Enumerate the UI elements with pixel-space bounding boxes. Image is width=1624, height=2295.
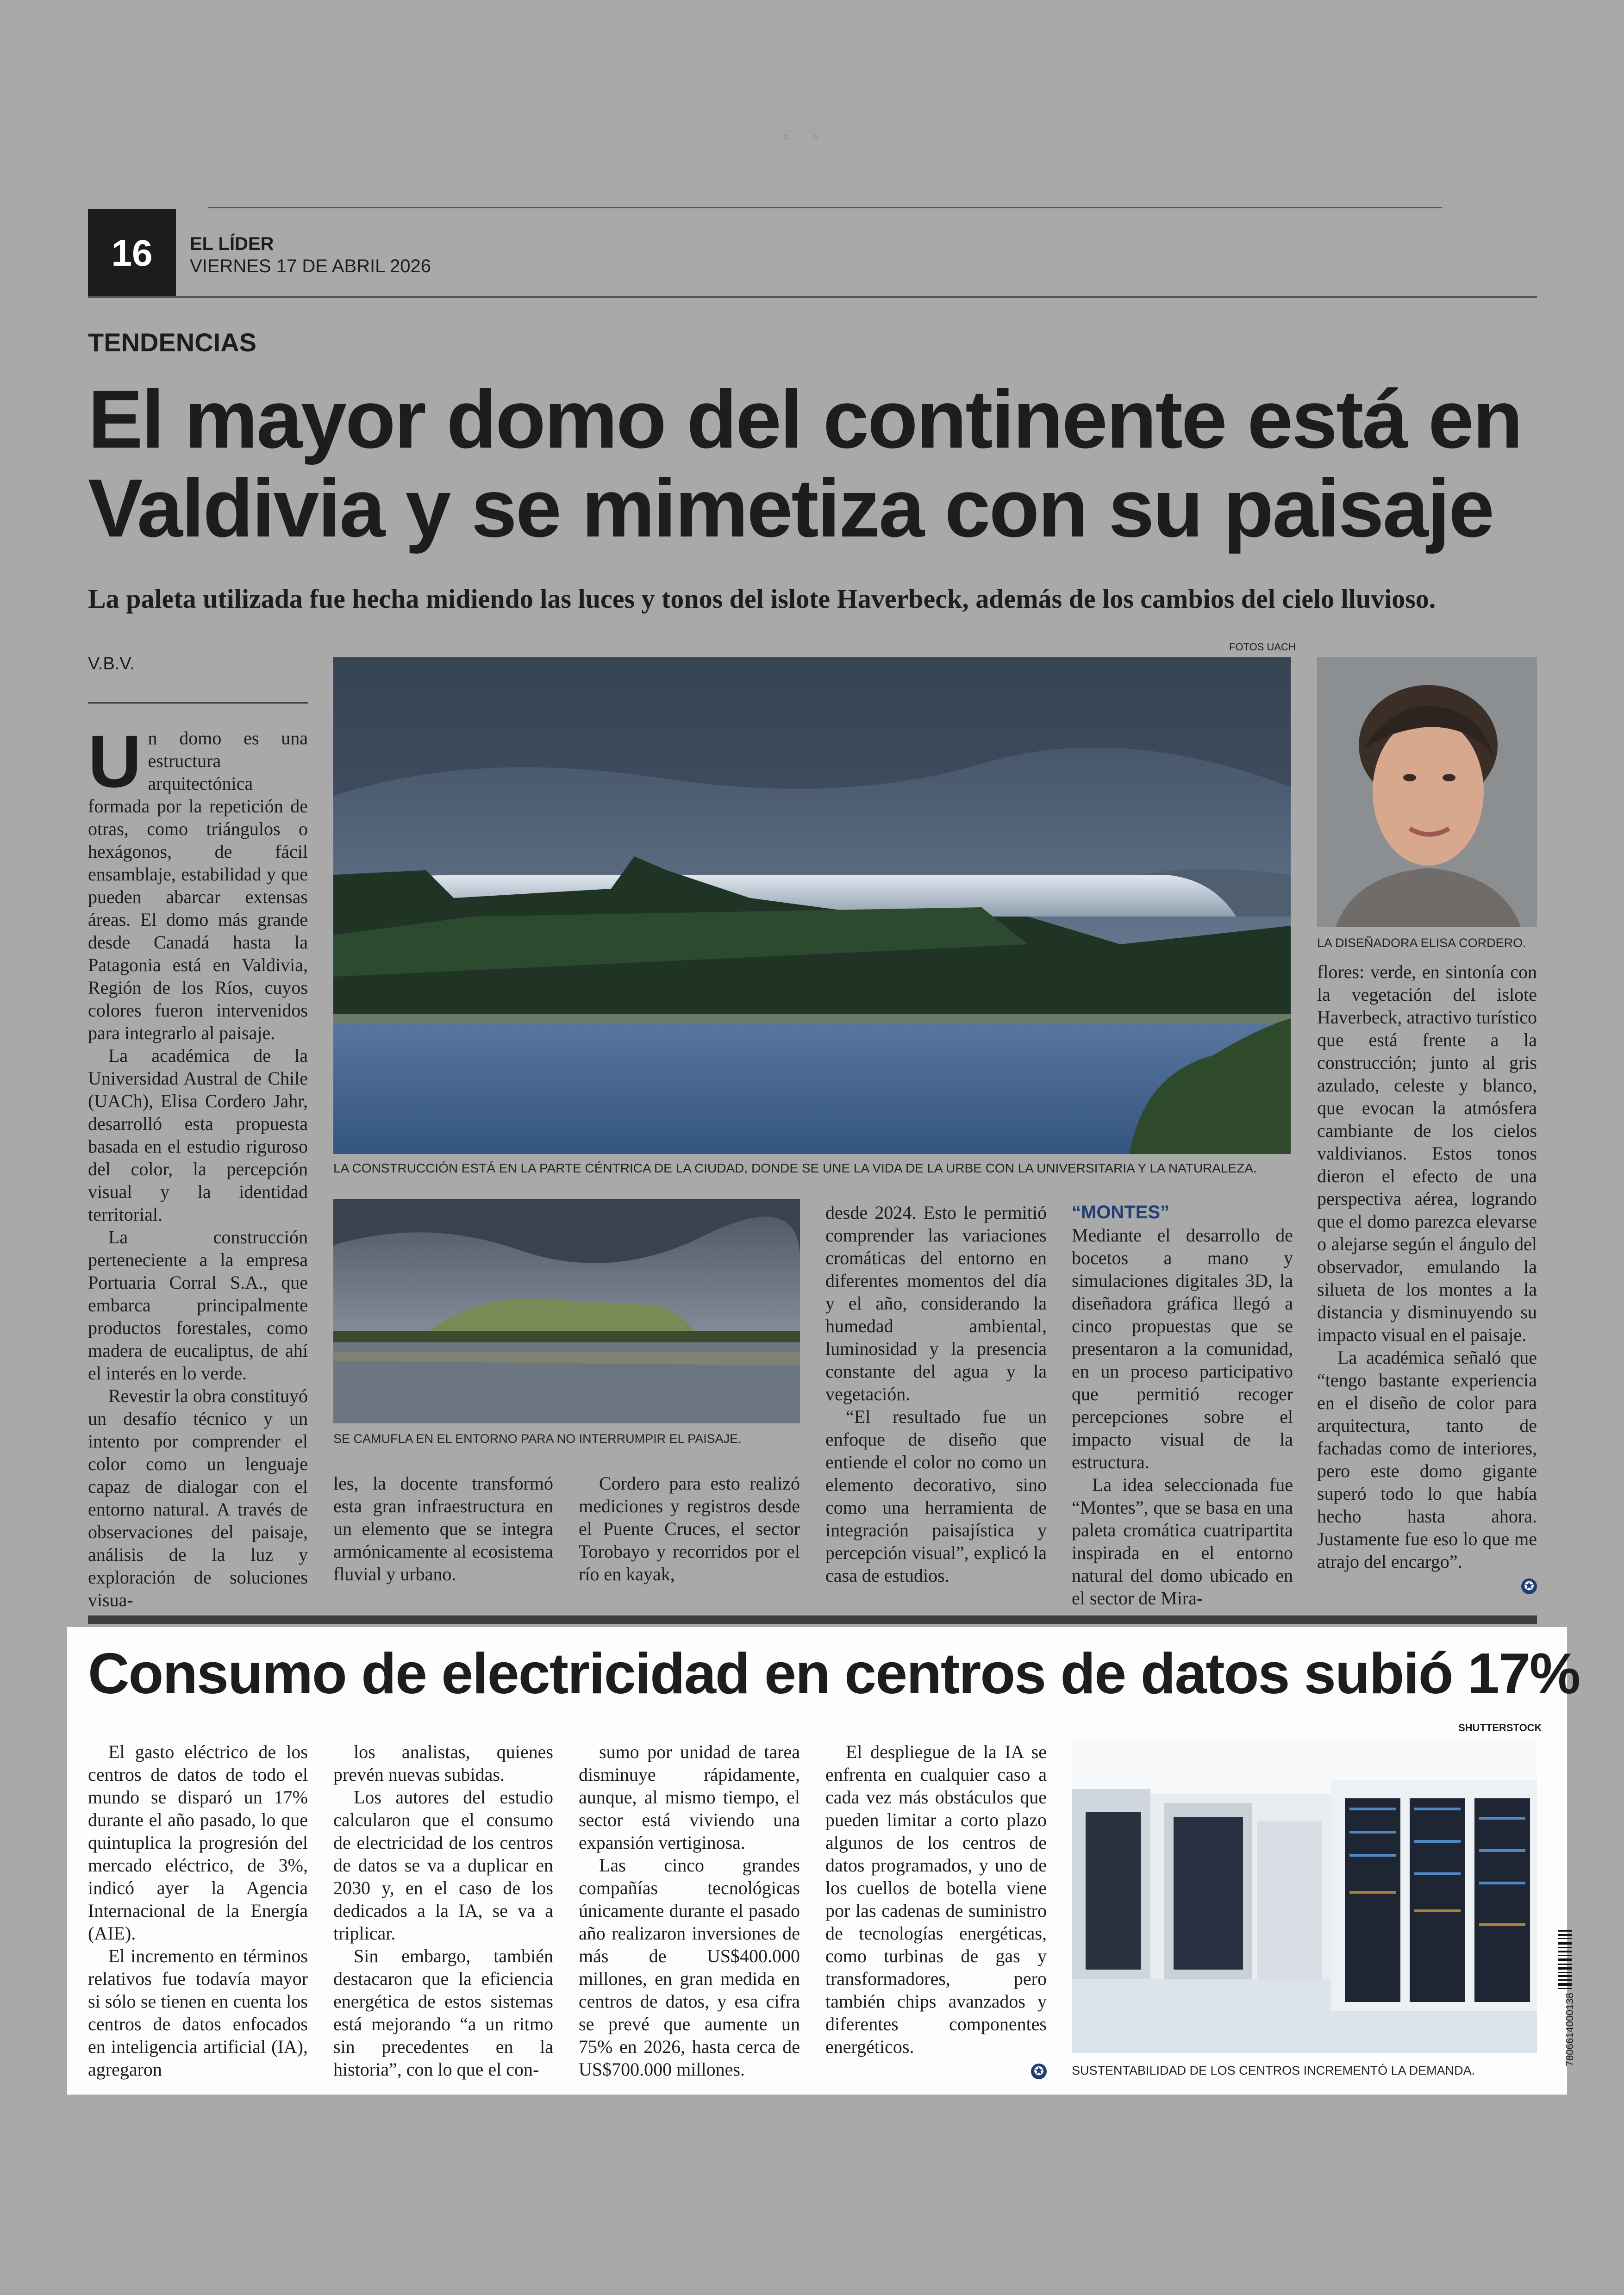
page-number: 16 — [88, 209, 176, 297]
brief-column-2 — [333, 1740, 553, 2081]
article-column-4 — [825, 1201, 1047, 1587]
section-divider — [88, 1615, 1537, 1624]
paragraph: La académica de la Universidad Austral de Chile (UACh), Elisa Cordero Jahr, desarrolló esta propuesta basada en el estudio riguroso del color, la percepción visual y la identidad territorial. — [88, 1045, 308, 1225]
paragraph: flores: verde, en sintonía con la vegetación del islote Haverbeck, atractivo turístico que está frente a la construcción; junto al gris azulado, celeste y blanco, que evocan la atmósfera cambiante de los cielos valdivianos. Estos tonos dieron el efecto de una perspectiva aérea, logrando que el domo parezca elevarse o alejarse según el ángulo del observador, emulando la silueta de los montes a la distancia y disminuyendo su impacto visual en el paisaje. — [1317, 961, 1537, 1345]
paragraph: Cordero para esto realizó mediciones y registros desde el Puente Cruces, el sector Torobayo y recorridos por el río en kayak, — [579, 1473, 800, 1584]
drop-cap: U — [88, 720, 142, 803]
main-photo-dome — [333, 657, 1291, 1154]
paragraph: Sin embargo, también destacaron que la eficiencia energética de estos sistemas está mejorando “a un ritmo sin precedentes en la historia”, con lo que el con- — [333, 1946, 553, 2080]
header-top-rule — [208, 207, 1442, 208]
brief-headline: Consumo de electricidad en centros de datos subió 17% — [88, 1642, 1580, 1706]
paragraph: los analistas, quienes prevén nuevas subidas. — [333, 1741, 553, 1785]
portrait-caption: LA DISEÑADORA ELISA CORDERO. — [1317, 936, 1526, 950]
paragraph: La construcción perteneciente a la empresa Portuaria Corral S.A., que embarca principalmente productos forestales, como madera de eucaliptus, de ahí el interés en lo verde. — [88, 1227, 308, 1384]
server-photo-caption: SUSTENTABILIDAD DE LOS CENTROS INCREMENTÓ LA DEMANDA. — [1072, 2064, 1475, 2077]
article-column-5 — [1072, 1201, 1293, 1609]
article-column-6 — [1317, 960, 1537, 1596]
paragraph: El gasto eléctrico de los centros de datos de todo el mundo se disparó un 17% durante el año pasado, lo que quintuplica la progresión del mercado eléctrico, de 3%, indicó ayer la Agencia Internacional de la Energía (AIE). — [88, 1741, 308, 1944]
headline: El mayor domo del continente está en Valdivia y se mimetiza con su paisaje — [88, 373, 1522, 555]
paragraph: Las cinco grandes compañías tecnológicas únicamente durante el pasado año realizaron inversiones de más de US$400.000 millones, en gran medida en centros de datos, y esa cifra se prevé que aumente un 75% en 2026, hasta cerca de US$700.000 millones. — [579, 1855, 800, 2080]
photo-credit: FOTOS UACH — [1229, 641, 1296, 653]
paragraph: La académica señaló que “tengo bastante experiencia en el diseño de color para arquitectura, tanto de fachadas como de interiores, pero este domo gigante superó todo lo que había hecho hasta ahora. Justamente fue eso lo que me atrajo del encargo”. — [1317, 1347, 1537, 1572]
section-label: TENDENCIAS — [88, 328, 257, 357]
portrait-photo — [1317, 657, 1537, 927]
second-photo-dome — [333, 1199, 800, 1423]
second-photo-caption: SE CAMUFLA EN EL ENTORNO PARA NO INTERRUMPIR EL PAISAJE. — [333, 1432, 742, 1446]
server-room-photo — [1072, 1738, 1537, 2053]
brief-column-1 — [88, 1740, 308, 2081]
byline: V.B.V. — [88, 654, 135, 674]
brief-column-3 — [579, 1740, 800, 2081]
brief-photo-credit: SHUTTERSTOCK — [1458, 1722, 1542, 1734]
main-photo-caption: LA CONSTRUCCIÓN ESTÁ EN LA PARTE CÉNTRICA DE LA CIUDAD, DONDE SE UNE LA VIDA DE LA URBE CON LA UNIVERSITARIA Y LA NATURALEZA. — [333, 1161, 1257, 1175]
paragraph: “El resultado fue un enfoque de diseño que entiende el color no como un elemento decorativo, sino como una herramienta de integración paisajística y percepción visual”, explicó la casa de estudios. — [825, 1406, 1047, 1586]
paragraph: Los autores del estudio calcularon que el consumo de electricidad de los centros de datos se va a duplicar en 2030 y, en el caso de los dedicados a la IA, se va a triplicar. — [333, 1787, 553, 1944]
paper-name: EL LÍDER — [190, 234, 274, 254]
paragraph: sumo por unidad de tarea disminuye rápidamente, aunque, al mismo tiempo, el sector está viviendo una expansión vertiginosa. — [579, 1741, 800, 1853]
viewer-nav-dots[interactable]: ◦ ◦ — [782, 125, 827, 148]
article-column-1 — [88, 720, 308, 1611]
subhead-montes: “MONTES” — [1072, 1202, 1170, 1222]
paragraph: La idea seleccionada fue “Montes”, que se basa en una paleta cromática cuatripartita inspirada en el entorno natural del domo ubicado en el sector de Mira- — [1072, 1474, 1293, 1609]
issue-date: VIERNES 17 DE ABRIL 2026 — [190, 256, 431, 276]
article-column-2 — [333, 1472, 553, 1585]
end-of-article-icon: ✪ — [1031, 2064, 1047, 2079]
article-column-3 — [579, 1472, 800, 1585]
paragraph: desde 2024. Esto le permitió comprender las variaciones cromáticas del entorno en diferentes momentos del día y el año, considerando la humedad ambiental, luminosidad y la presencia constante del agua y la vegetación. — [825, 1202, 1047, 1404]
barcode-number: 7806614000138 — [1564, 1993, 1575, 2067]
paragraph: les, la docente transformó esta gran infraestructura en un elemento que se integra armónicamente al ecosistema fluvial y urbano. — [333, 1473, 553, 1584]
paragraph: Revestir la obra constituyó un desafío técnico y un intento por comprender el color como un lenguaje capaz de dialogar con el entorno natural. A través de observaciones del paisaje, análisis de la luz y exploración de soluciones visua- — [88, 1385, 308, 1610]
header-bottom-rule — [88, 296, 1537, 298]
brief-column-4 — [825, 1740, 1047, 2081]
paragraph: Mediante el desarrollo de bocetos a mano y simulaciones digitales 3D, la diseñadora gráfica llegó a cinco propuestas que se presentaron a la comunidad, en un proceso participativo que permitió recoger percepciones sobre el impacto visual de la estructura. — [1072, 1225, 1293, 1472]
paragraph: El despliegue de la IA se enfrenta en cualquier caso a cada vez más obstáculos que pueden limitar a corto plazo algunos de los centros de datos programados, y uno de los cuellos de botella viene por las cadenas de suministro de tecnologías energéticas, como turbinas de gas y transformadores, pero también chips avanzados y diferentes componentes energéticos. — [825, 1741, 1047, 2057]
dek: La paleta utilizada fue hecha midiendo las luces y tonos del islote Haverbeck, además de los cambios del cielo lluvioso. — [88, 584, 1436, 614]
paragraph: El incremento en términos relativos fue todavía mayor si sólo se tienen en cuenta los centros de datos enfocados en inteligencia artificial (IA), agregaron — [88, 1946, 308, 2080]
end-of-article-icon: ✪ — [1521, 1578, 1537, 1594]
paragraph: n domo es una estructura arquitectónica formada por la repetición de otras, como triángulos o hexágonos, de fácil ensamblaje, estabilidad y que pueden abarcar extensas áreas. El domo más grande desde Canadá hasta la Patagonia está en Valdivia, Región de los Ríos, cuyos colores fueron intervenidos para integrarlo al paisaje. — [88, 728, 308, 1043]
byline-rule — [88, 702, 308, 704]
